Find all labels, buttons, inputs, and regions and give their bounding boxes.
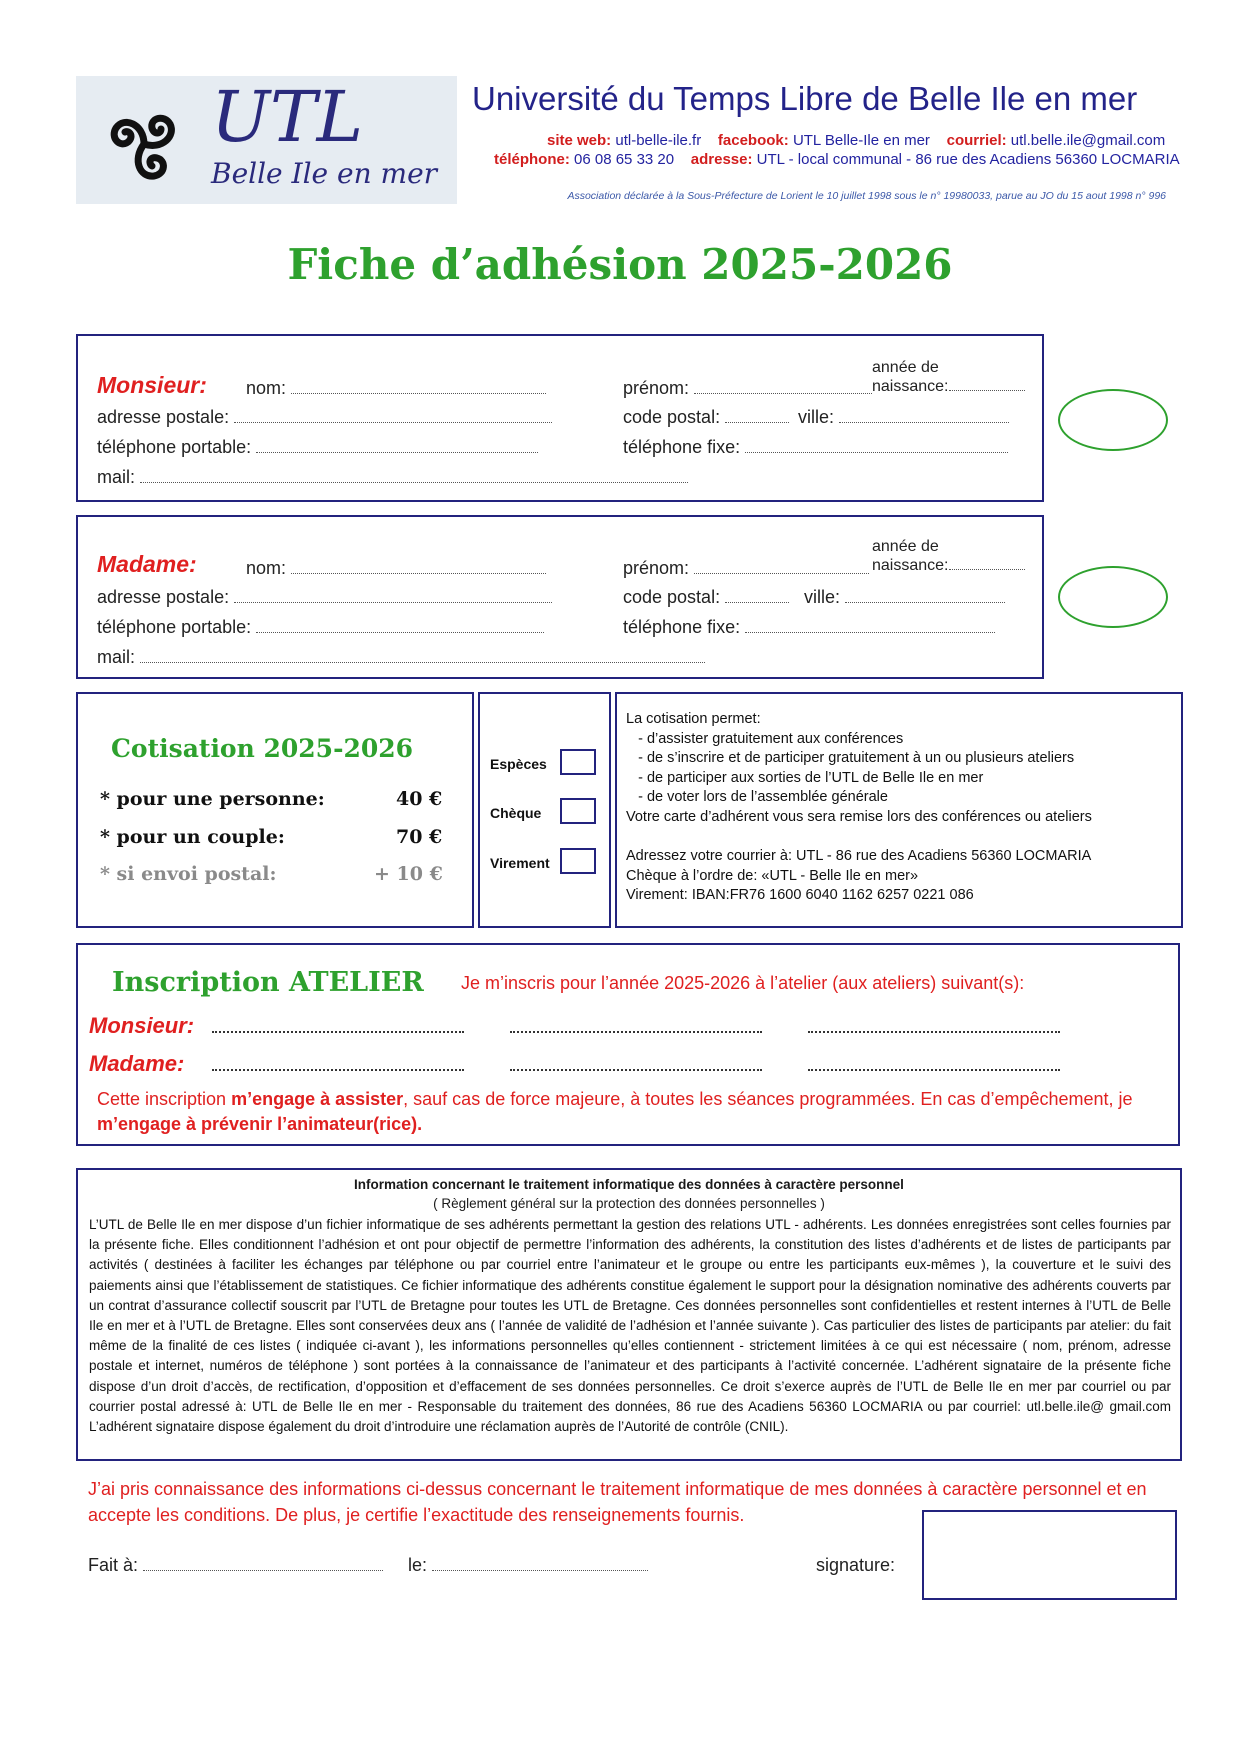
triskelion-icon (94, 94, 194, 194)
ville-label: ville: (804, 587, 841, 607)
cotisation-price: 40 € (396, 788, 443, 810)
code-postal-label: code postal: (623, 407, 721, 427)
mail-field[interactable] (97, 648, 705, 666)
info-line: Votre carte d’adhérent vous sera remise lors des conférences ou ateliers (626, 808, 1092, 825)
payment-section (478, 692, 611, 928)
prenom-label: prénom: (623, 378, 690, 398)
adresse-label: adresse postale: (97, 407, 230, 427)
info-line: - de participer aux sorties de l’UTL de Belle Ile en mer (626, 769, 984, 786)
contact-line-1 (547, 132, 1165, 149)
rgpd-subtitle: ( Règlement général sur la protection des données personnelles ) (433, 1196, 825, 1211)
atelier-title: Inscription ATELIER (112, 967, 424, 998)
atelier-madame-field-1[interactable] (212, 1057, 464, 1071)
cotisation-info-text (626, 710, 1092, 906)
adresse-label: adresse postale: (97, 587, 230, 607)
signature-box[interactable] (922, 1510, 1177, 1600)
madame-section (76, 515, 1044, 679)
nom-field[interactable] (246, 559, 546, 577)
payment-label-virement: Virement (490, 855, 550, 871)
prenom-field[interactable] (623, 379, 872, 397)
fait-a-field[interactable] (88, 1556, 383, 1574)
engagement-text: Cette inscription (97, 1089, 232, 1109)
logo (76, 76, 457, 204)
tel-portable-label: téléphone portable: (97, 617, 252, 637)
tel-fixe-label: téléphone fixe: (623, 617, 741, 637)
atelier-monsieur-field-3[interactable] (808, 1019, 1060, 1033)
cotisation-info-section (615, 692, 1183, 928)
monsieur-section (76, 334, 1044, 502)
engagement-text: , sauf cas de force majeure, à toutes les séances programmées. En cas d’empêchement, je (403, 1089, 1133, 1109)
logo-subtitle: Belle Ile en mer (211, 157, 438, 190)
nom-label: nom: (246, 378, 287, 398)
cotisation-label: * si envoi postal: (100, 863, 277, 885)
contact-key: téléphone: (494, 151, 570, 168)
rgpd-section (76, 1168, 1182, 1461)
info-line: Virement: IBAN:FR76 1600 6040 1162 6257 0221 086 (626, 887, 974, 904)
adresse-field[interactable] (97, 408, 552, 426)
payment-label-cheque: Chèque (490, 805, 542, 821)
monsieur-heading: Monsieur: (97, 372, 207, 398)
especes-checkbox[interactable] (560, 749, 596, 775)
tel-fixe-field[interactable] (623, 618, 995, 636)
atelier-monsieur-fields (212, 1015, 1158, 1035)
code-postal-label: code postal: (623, 587, 721, 607)
tel-portable-field[interactable] (97, 438, 538, 456)
organization-title: Université du Temps Libre de Belle Ile en mer (472, 80, 1138, 117)
ville-label: ville: (798, 407, 835, 427)
cheque-checkbox[interactable] (560, 798, 596, 824)
prenom-field[interactable] (623, 559, 869, 577)
tel-portable-label: téléphone portable: (97, 437, 252, 457)
contact-key: adresse: (690, 151, 753, 168)
rgpd-body: L’UTL de Belle Ile en mer dispose d’un fichier informatique de ses adhérents permettant la gestion des relations UTL - adhérents. Les données enregistrées sont celles fournies par la présente fiche. Elles conditionnent l’adhésion et ont pour objectif de permettre l’information des adhérents, la constitution des listes d’adhérents et de listes de participants par activités ( destinées à faciliter les échanges par téléphone ou par courriel entre l’animateur et le groupe ou entre les participants eux-mêmes ), la couverture et le suivi des paiements ainsi que l’établissement de statistiques. Ce fichier informatique des adhérents constitue également le support pour la désignation nominative des adhérents couverts par un contrat d’assurance collectif souscrit par l’UTL de Bretagne pour toutes les UTL de Bretagne. Ces données personnelles sont confidentielles et restent internes à l’UTL de Belle Ile en mer et à l’UTL de Bretagne. Elles sont conservées deux ans ( l’année de validité de l’adhésion et l’année suivante ). Cas particulier des listes de participants par atelier: du fait même de la finalité de ces listes ( indiquée ci-avant ), les informations personnelles qu’elles contiennent - strictement limitées à ce qui est nécessaire ( nom, prénom, adresse postale et internet, numéros de téléphone ) sont portées à la connaissance de l’animateur et des participants à l’activité concernée. L’adhérent signataire de la présente fiche dispose d’un droit d’accès, de rectification, d’opposition et d’effacement de ses données personnelles. Ce droit s’exerce auprès de l’UTL de Belle Ile en mer par courriel ou par courrier postal adressé à: UTL de Belle Ile en mer - Responsable du traitement des données, 86 rue des Acadiens 56360 LOCMARIA ou par courriel: utl.belle.ile@ gmail.com L’adhérent signataire dispose également du droit d’introduire une réclamation auprès de l’Autorité de contrôle (CNIL). (89, 1217, 1171, 1435)
cotisation-price: 70 € (396, 826, 443, 848)
info-line: La cotisation permet: (626, 711, 761, 727)
atelier-madame-field-2[interactable] (510, 1057, 762, 1071)
mail-label: mail: (97, 647, 136, 667)
contact-value: 06 08 65 33 20 (574, 151, 675, 168)
cotisation-title: Cotisation 2025-2026 (111, 734, 414, 763)
contact-key: facebook: (717, 132, 789, 149)
contact-value: UTL - local communal - 86 rue des Acadiens 56360 LOCMARIA (756, 151, 1180, 168)
cotisation-price: + 10 € (374, 863, 443, 885)
prenom-label: prénom: (623, 558, 690, 578)
contact-value: utl-belle-ile.fr (615, 132, 702, 149)
cotisation-label: * pour un couple: (100, 826, 285, 848)
info-line: - d’assister gratuitement aux conférences (626, 730, 904, 747)
naissance-field[interactable] (872, 378, 1025, 395)
association-notice: Association déclarée à la Sous-Préfecture de Lorient le 10 juillet 1998 sous le n° 19980033, parue au JO du 15 aout 1998 n° 996 (567, 190, 1166, 202)
atelier-monsieur-field-2[interactable] (510, 1019, 762, 1033)
contact-value: UTL Belle-Ile en mer (792, 132, 930, 149)
engagement-emphasis: m’engage à assister (231, 1089, 404, 1109)
contact-value: utl.belle.ile@gmail.com (1010, 132, 1166, 149)
naissance-label: naissance: (872, 557, 949, 574)
logo-text: UTL (211, 76, 364, 158)
payment-label-especes: Espèces (490, 756, 547, 772)
madame-stamp-oval (1058, 566, 1168, 628)
fait-a-label: Fait à: (88, 1555, 139, 1575)
info-line: Adressez votre courrier à: UTL - 86 rue des Acadiens 56360 LOCMARIA (626, 848, 1092, 865)
atelier-madame-fields (212, 1053, 1158, 1073)
cotisation-section (76, 692, 474, 928)
date-label: le: (408, 1555, 428, 1575)
page-title: Fiche d’adhésion 2025-2026 (287, 240, 953, 289)
atelier-madame-field-3[interactable] (808, 1057, 1060, 1071)
ville-field[interactable] (804, 588, 1005, 606)
code-postal-field[interactable] (623, 408, 789, 426)
engagement-emphasis: m’engage à prévenir l’animateur(rice). (97, 1114, 423, 1134)
rgpd-title: Information concernant le traitement informatique des données à caractère personnel (354, 1177, 904, 1192)
atelier-engagement (97, 1087, 1167, 1137)
atelier-section (76, 943, 1180, 1146)
declaration: J’ai pris connaissance des informations ci-dessus concernant le traitement informatique de mes données à caractère personnel et en accepte les conditions. De plus, je certifie l’exactitude des renseignements fournis. (88, 1479, 1147, 1525)
nom-field[interactable] (246, 379, 546, 397)
tel-fixe-label: téléphone fixe: (623, 437, 741, 457)
mail-label: mail: (97, 467, 136, 487)
madame-heading: Madame: (97, 551, 197, 577)
virement-checkbox[interactable] (560, 848, 596, 874)
atelier-monsieur-label: Monsieur: (89, 1013, 195, 1038)
contact-key: courriel: (946, 132, 1007, 149)
atelier-intro: Je m’inscris pour l’année 2025-2026 à l’atelier (aux ateliers) suivant(s): (461, 973, 1025, 993)
cotisation-label: * pour une personne: (100, 788, 325, 810)
code-postal-field[interactable] (623, 588, 789, 606)
annee-label: année de (872, 359, 939, 376)
date-field[interactable] (408, 1556, 648, 1574)
info-line: Chèque à l’ordre de: «UTL - Belle Ile en mer» (626, 867, 919, 884)
nom-label: nom: (246, 558, 287, 578)
adresse-field[interactable] (97, 588, 552, 606)
info-line (626, 828, 1092, 848)
atelier-madame-label: Madame: (89, 1051, 185, 1076)
naissance-field[interactable] (872, 557, 1025, 574)
monsieur-stamp-oval (1058, 389, 1168, 451)
contact-line-2 (494, 151, 1180, 168)
naissance-label: naissance: (872, 378, 949, 395)
contact-key: site web: (547, 132, 612, 149)
signature-label: signature: (816, 1555, 896, 1575)
ville-field[interactable] (798, 408, 1009, 426)
info-line: - de voter lors de l’assemblée générale (626, 789, 888, 806)
annee-label: année de (872, 538, 939, 555)
atelier-monsieur-field-1[interactable] (212, 1019, 464, 1033)
tel-fixe-field[interactable] (623, 438, 1008, 456)
tel-portable-field[interactable] (97, 618, 544, 636)
mail-field[interactable] (97, 468, 688, 486)
info-line: - de s’inscrire et de participer gratuitement à un ou plusieurs ateliers (626, 750, 1075, 767)
